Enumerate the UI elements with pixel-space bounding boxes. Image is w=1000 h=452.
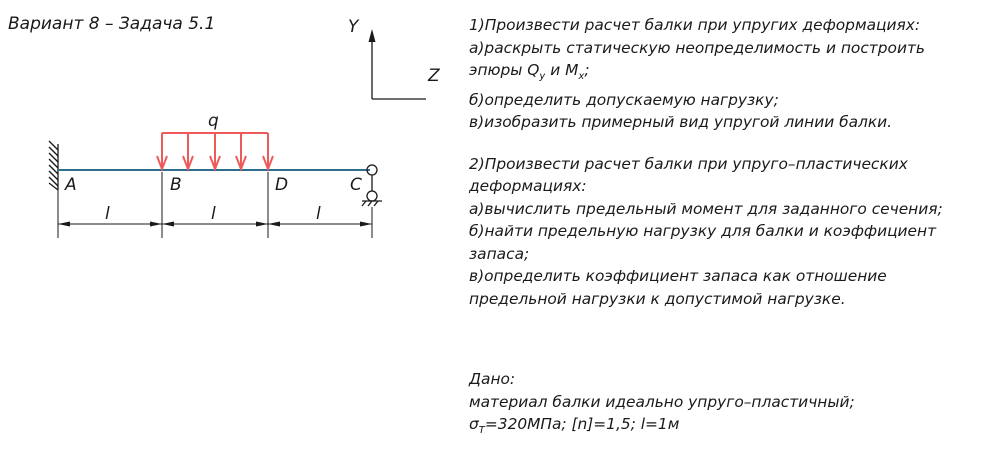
part2-item-b-line1: б)найти предельную нагрузку для балки и коэффициент	[469, 222, 937, 241]
z-axis-label: Z	[428, 66, 440, 86]
part1-item-a-line2	[469, 59, 999, 89]
span-label-ab: l	[105, 204, 110, 224]
given-values	[469, 413, 855, 443]
part2-item-c-line2: предельной нагрузки к допустимой нагрузке.	[469, 289, 846, 308]
point-label-b: B	[170, 175, 182, 195]
sigma-symbol: σ	[469, 415, 479, 433]
m-subscript: x	[578, 71, 585, 83]
part2-heading-line1: 2)Произвести расчет балки при упруго–пластических	[469, 154, 908, 173]
sigma-subscript: T	[478, 425, 485, 437]
diagram-m-label: и M	[545, 61, 579, 79]
diagram-q-label: эпюры Q	[469, 61, 540, 79]
given-data	[469, 368, 855, 443]
point-label-d: D	[275, 175, 289, 195]
part1-item-a-line1: а)раскрыть статическую неопределимость и построить	[469, 38, 925, 57]
distributed-load	[157, 133, 273, 169]
page-title: Вариант 8 – Задача 5.1	[8, 14, 216, 34]
part2-heading-line2: деформациях:	[469, 177, 587, 196]
point-label-a: A	[65, 175, 77, 195]
given-material: материал балки идеально упруго–пластичный;	[469, 392, 855, 411]
part2-item-a: а)вычислить предельный момент для заданного сечения;	[469, 199, 943, 218]
y-axis-label: Y	[348, 17, 359, 37]
y-axis-arrow	[369, 29, 376, 42]
dimension-arrowhead	[360, 222, 372, 227]
part1-heading: 1)Произвести расчет балки при упругих деформациях:	[469, 16, 921, 34]
line-terminator: ;	[584, 61, 590, 79]
span-label-dc: l	[316, 204, 321, 224]
ground-hatch	[374, 201, 378, 206]
dimension-arrowhead	[162, 222, 174, 227]
task-list	[469, 14, 999, 310]
part1-item-b: б)определить допускаемую нагрузку;	[469, 90, 779, 109]
hinge-bottom	[367, 191, 377, 201]
dimension-arrowhead	[150, 222, 162, 227]
part2-item-b-line2: запаса;	[469, 244, 530, 263]
pin-support	[362, 165, 382, 206]
ground-hatch	[362, 201, 366, 206]
dimension-arrowhead	[58, 222, 70, 227]
part2-item-c-line1: в)определить коэффициент запаса как отношение	[469, 267, 887, 286]
span-label-bd: l	[211, 204, 216, 224]
ground-hatch	[368, 201, 372, 206]
dimension-arrowhead	[268, 222, 280, 227]
q-subscript: y	[539, 71, 546, 83]
coordinate-axes	[369, 29, 427, 99]
dimension-arrowhead	[256, 222, 268, 227]
fixed-support	[49, 141, 58, 190]
load-label: q	[208, 111, 219, 131]
point-label-c: C	[350, 175, 362, 195]
length-value: l=1м	[635, 415, 680, 433]
section-gap	[469, 134, 999, 153]
given-heading: Дано:	[469, 370, 516, 388]
part1-item-c: в)изобразить примерный вид упругой линии балки.	[469, 113, 893, 132]
yield-stress-value: =320МПа;	[484, 415, 567, 433]
safety-factor-value: [n]=1,5;	[566, 415, 636, 433]
